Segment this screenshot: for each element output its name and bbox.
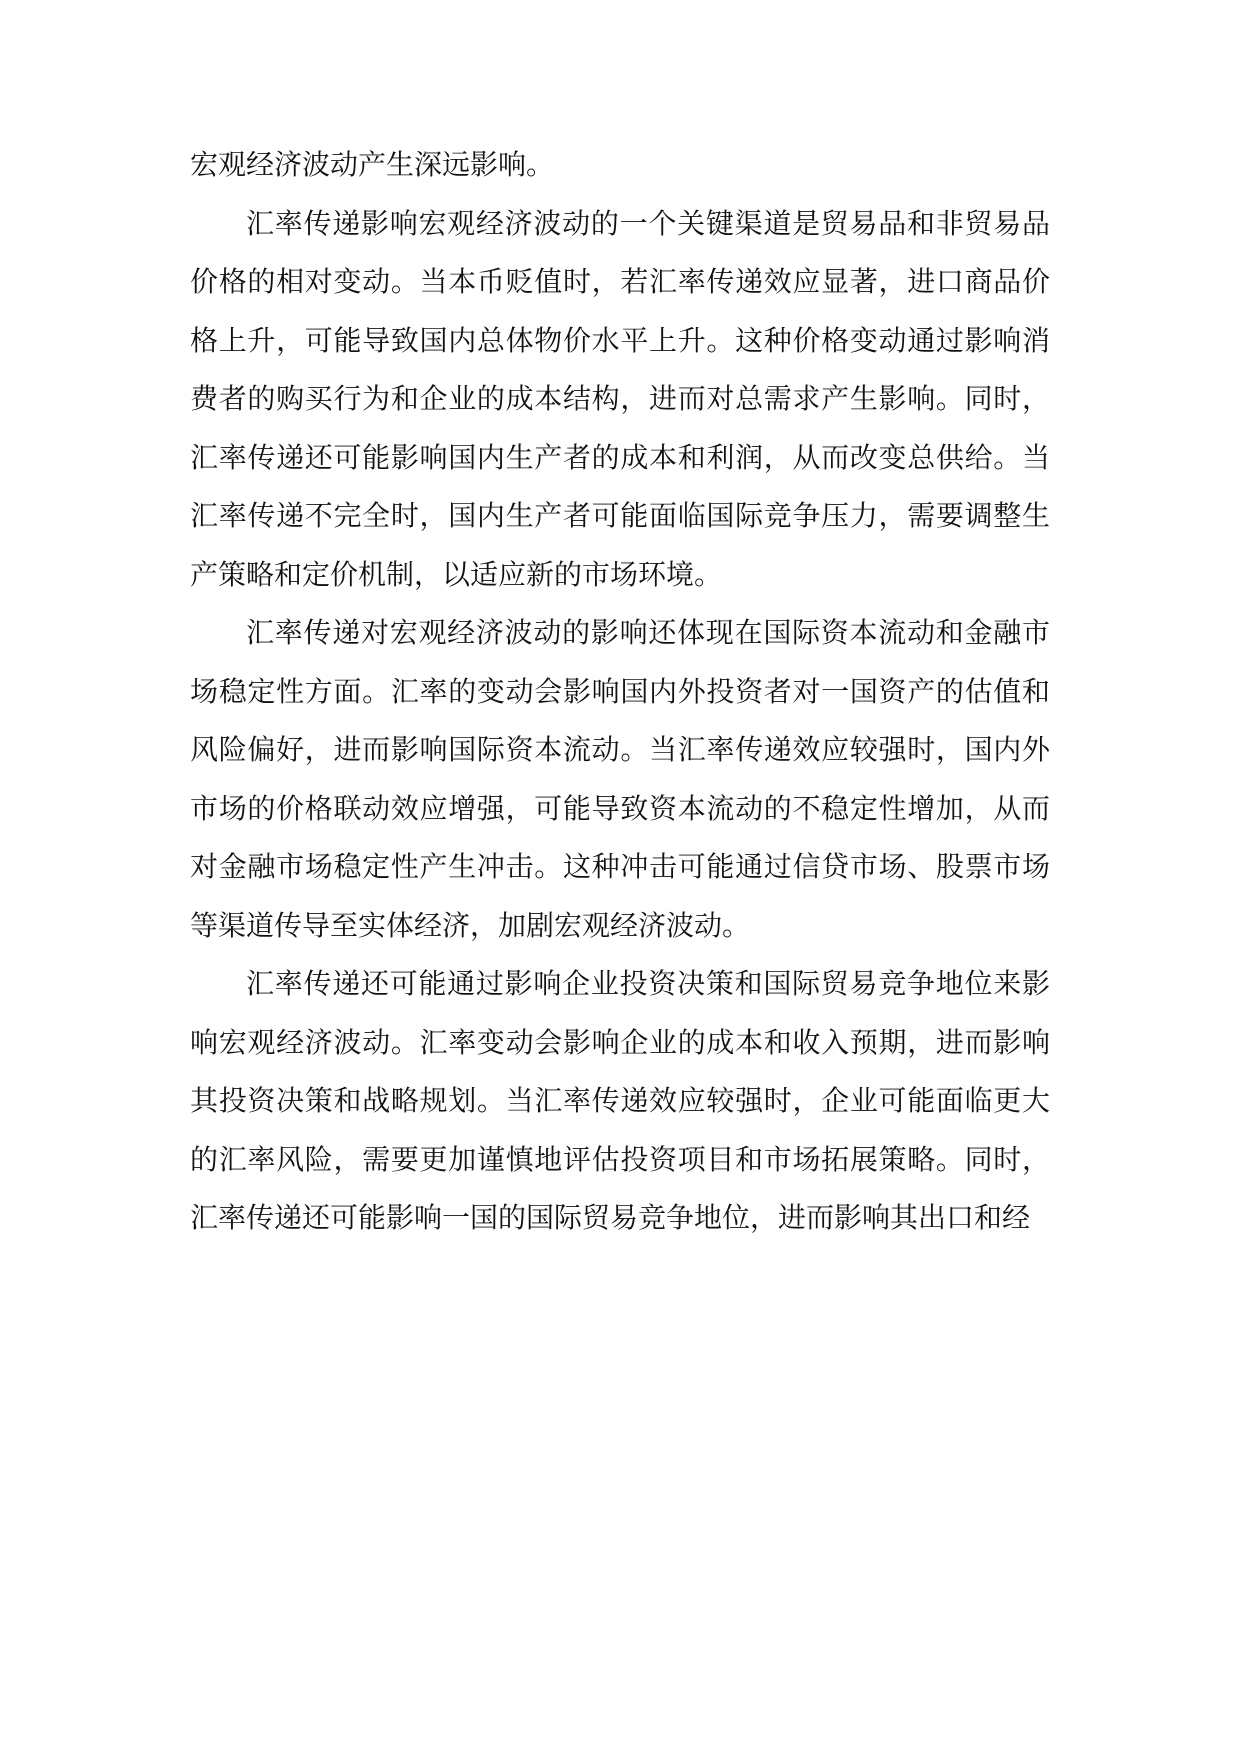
paragraph-2: 汇率传递影响宏观经济波动的一个关键渠道是贸易品和非贸易品价格的相对变动。当本币贬值时，若汇率传递效应显著，进口商品价格上升，可能导致国内总体物价水平上升。这种价格变动通过影响消费者的购买行为和企业的成本结构，进而对总需求产生影响。同时，汇率传递还可能影响国内生产者的成本和利润，从而改变总供给。当汇率传递不完全时，国内生产者可能面临国际竞争压力，需要调整生产策略和定价机制，以适应新的市场环境。 <box>190 206 1050 591</box>
document-body <box>190 136 1050 1248</box>
paragraph-1: 宏观经济波动产生深远影响。 <box>190 148 555 181</box>
paragraph-4: 汇率传递还可能通过影响企业投资决策和国际贸易竞争地位来影响宏观经济波动。汇率变动会影响企业的成本和收入预期，进而影响其投资决策和战略规划。当汇率传递效应较强时，企业可能面临更大的汇率风险，需要更加谨慎地评估投资项目和市场拓展策略。同时，汇率传递还可能影响一国的国际贸易竞争地位，进而影响其出口和经 <box>190 967 1050 1234</box>
paragraph-3: 汇率传递对宏观经济波动的影响还体现在国际资本流动和金融市场稳定性方面。汇率的变动会影响国内外投资者对一国资产的估值和风险偏好，进而影响国际资本流动。当汇率传递效应较强时，国内外市场的价格联动效应增强，可能导致资本流动的不稳定性增加，从而对金融市场稳定性产生冲击。这种冲击可能通过信贷市场、股票市场等渠道传导至实体经济，加剧宏观经济波动。 <box>190 616 1050 942</box>
